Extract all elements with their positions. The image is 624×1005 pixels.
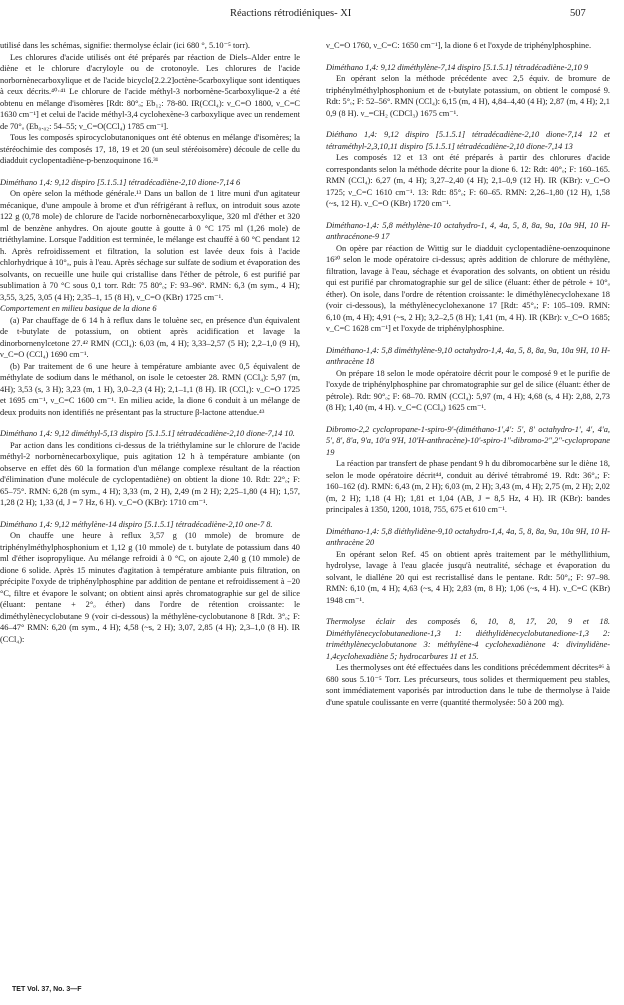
journal-footer: TET Vol. 37, No. 3—F bbox=[12, 986, 82, 993]
body-paragraph: On opère selon la méthode générale.¹³ Dans un ballon de 1 litre muni d'un agitateur mécanique, d'une ampoule à brome et d'un réfrigérant à reflux, on introduit sous azote 122 g (0,78 mole) de chlorure de l'acide norbornènecarboxylique, 320 ml d'éther et 320 ml de benzène anhydres. On ajoute goutte à goutte à 0 °C 175 ml (1,26 mole) de triéthylamine. Lorsque l'addition est terminée, le mélange est chauffé à 60 °C pendant 12 h. Après refroidissement et filtration, la solution est lavée deux fois à l'acide chlorhydrique à 10°ₒ, puis à l'eau. Après séchage sur sulfate de sodium et évaporation des solvants, on recueille une huile qui cristallise dans l'éther de pétrole, 6 est purifié par sublimation à 70 °C sous 0,1 torr. Rdt: 75 80°ₒ; F: 93–96°. RMN: 6,3 (m sym., 4 H); 3,55, 3,25, 3,05 (4 H); 2,35–1, 15 (8 H), ν_C=O (KBr) 1725 cm⁻¹. bbox=[0, 189, 300, 302]
body-paragraph: On opère par réaction de Wittig sur le diadduit cyclopentadiène-oenzoquinone 16³⁰ selon le mode opératoire ci-dessus; après addition de chlorure de méthylène, filtration, lavage à l'eau, séchage et évaporation des solvants, on obtient un résidu qui est purifié par chromatographie sur gel de silice (éluant: éther de pétrole + 10°ₒ éther). On isole, dans l'ordre de rétention croissante: le diméthylènecyclohexane 18 (voir ci-dessous), la méthylènecyclohexanone 17 [Rdt: 45°ₒ; F: 105–109. RMN: 6,10 (m, 4 H); 4,91 (~s, 2 H); 3,2–2,5 (8 H); 1,41 (m, 4 H). IR (KBr): ν_C=O 1685; ν_C=C 1628 cm⁻¹] et l'oxyde de triphénylphosphine. bbox=[326, 243, 610, 333]
left-column bbox=[0, 40, 300, 960]
section-heading: Diméthano 1,4: 9,12 diméthyl-5,13 dispiro [5.1.5.1] tétradécadiène-2,10 dione-7,14 10. bbox=[0, 429, 295, 438]
section-heading: Comportement en milieu basique de la dione 6 bbox=[0, 304, 157, 313]
running-header bbox=[0, 8, 624, 28]
body-paragraph: En opérant selon la méthode précédente avec 2,5 équiv. de bromure de triphénylméthylphosphonium et de t-butylate potassium, on obtient le composé 9. Rdt: 5°ₒ; F: 52–56°. RMN (CCl₄): 6,15 (m, 4 H), 4,84–4,40 (4 H); 2,87 (m, 4 H); 2,1 0,9 (8 H). ν_=CH₂ (CDCl₃) 1675 cm⁻¹. bbox=[326, 74, 610, 118]
running-title: Réactions rétrodiéniques- XI bbox=[230, 8, 352, 19]
section-heading: Diméthano 1,4: 9,12 méthylène-14 dispiro [5.1.5.1] tétradécadiène-2,10 one-7 8. bbox=[0, 519, 273, 529]
right-column bbox=[326, 40, 610, 975]
body-paragraph: ν_C=O 1760, ν_C=C: 1650 cm⁻¹], la dione 6 et l'oxyde de triphénylphosphine. bbox=[326, 41, 592, 50]
body-paragraph: Les composés 12 et 13 ont été préparés à partir des chlorures d'acide correspondants selon la méthode décrite pour la dione 6. 12: Rdt: 40°ₒ; F: 160–165. RMN (CCl₄): 6,27 (m, 4 H); 3,27–2,40 (4 H); 2,1–0,9 (12 H). IR (KBr): ν_C=O 1725; ν_C=C 1610 cm⁻¹. 13: Rdt: 85°ₒ; F: 60–65. RMN: 2,26–1,80 (12 H), 1,58 (~s, 12 H). ν_C=O (KBr) 1720 cm⁻¹. bbox=[326, 153, 610, 208]
body-paragraph: (a) Par chauffage de 6 14 h à reflux dans le toluène sec, en présence d'un équivalent de t-butylate de potassium, on obtient après acidification et lavage la dinorbornenylcetone 27.⁴² RMN (CCl₄): 6,03 (m, 4 H); 3,33–2,57 (5 H); 2,2–1,0 (9 H), ν_C=O (CCl₄) 1690 cm⁻¹. bbox=[0, 315, 300, 359]
body-paragraph: On chauffe une heure à reflux 3,57 g (10 mmole) de bromure de triphénylméthylphosphonium et 1,12 g (10 mmole) de t. butylate de potassium dans 40 ml d'éther isopropylique. Au mélange refroidi à 0 °C, on ajoute 2,40 g (10 mmole) de dione 6 solide. Après 15 minutes d'agitation à température ambiante puis filtration, on précipite l'oxyde de triphénylphosphine par addition de pentane et refroidissement à −20 °C, filtre et évapore le solvant; on obtient ainsi après chromatographie sur gel de silice (éluant: pentane + 2°ₒ éther) dans l'ordre de rétention croissante: le diméthylènecyclobutane 9 (voir ci-dessous) la méthylène-cyclobutanone 8 [Rdt. 3°ₒ; F: 46–47° RMN: 6,20 (m sym., 4 H); 4,58 (~s, 2 H); 3,07, 2,85 (4 H); 2,3–1,0 (8 H). IR (CCl₄): bbox=[0, 531, 300, 644]
section-heading: Diméthano-1,4: 5,8 méthylène-10 octahydro-1, 4, 4a, 5, 8, 8a, 9a, 10a 9H, 10 H-anthracénone-9 17 bbox=[326, 220, 610, 241]
section-heading: Diéthano 1,4: 9,12 dispiro [5.1.5.1] tétradécadiène-2,10 dione-7,14 12 et tétraméthyl-2,3,10,11 dispiro [5.1.5.1] tétradécadiène-2,10 dione-7,14 13 bbox=[326, 130, 610, 151]
body-paragraph: utilisé dans les schémas, signifie: thermolyse éclair (ici 680 °, 5.10⁻⁵ torr). bbox=[0, 41, 251, 50]
section-heading: Diméthano-1,4: 5,8 diméthylène-9,10 octahydro-1,4, 4a, 5, 8, 8a, 9a, 10a 9H, 10 H-anthracène 18 bbox=[326, 345, 610, 366]
body-paragraph: (b) Par traitement de 6 une heure à température ambiante avec 0,5 équivalent de méthylate de sodium dans le méthanol, on isole le cetoester 28. RMN (CCl₄): 5,97 (m, 4H); 3,53 (s, 3 H); 3,23 (m, 1 H), 3,0–2,3 (4 H); 2,1–1,1 (8 H). IR (CCl₄): ν_C=O 1725 et 1695 cm⁻¹, ν_C=C 1600 cm⁻¹. En milieu acide, la dione 6 conduit à un mélange de deux produits non identifiés ne présentant pas la structure β-lactone attendue.⁴³ bbox=[0, 361, 300, 417]
section-heading: Dibromo-2,2 cyclopropane-1-spiro-9'-(diméthano-1',4': 5', 8' octahydro-1', 4', 4'a, 5', 8', 8'a, 9'a, 10'a 9'H, 10'H-anthracène)-10'-spiro-1''-dibromo-2'',2''-cyclopropane 19 bbox=[326, 424, 610, 457]
body-paragraph: Les chlorures d'acide utilisés ont été préparés par réaction de Diels–Alder entre le diène et le chlorure d'acryloyle ou de crotonoyle. Les chlorures de l'acide norbornènecarboxylique et de l'acide bicyclo[2.2.2]octène-5carboxylique sont identiques à ceux décrits.⁴⁰·⁴¹ Le chlorure de l'acide méthyl-3 norbornène-5carboxylique-2 a été obtenu en mélange d'isomères [Rdt: 80°ₒ; Eb₁₂: 78-80. IR(CCl₄): ν_C=O 1800, ν_C=C 1630 cm⁻¹] et celui de l'acide méthyl-3,4 cyclohexène-3 carboxylique avec un rendement de 70°ₒ (Eb₀.₀₂: 54–55; ν_C=O(CCl₄) 1785 cm⁻¹]. bbox=[0, 52, 300, 131]
body-paragraph: Tous les composés spirocyclobutanoniques ont été obtenus en mélange d'isomères; la stéréochimie des composés 17, 18, 19 et 20 (un seul stéréoisomère) découle de celle du diadduit cyclopentadiène-p-benzoquinone 16.³¹ bbox=[0, 133, 300, 165]
section-heading: Diméthano 1,4: 9,12 diméthylène-7,14 dispiro [5.1.5.1] tétradécadiène-2,10 9 bbox=[326, 62, 589, 72]
body-paragraph: Par action dans les conditions ci-dessus de la triéthylamine sur le chlorure de l'acide méthyl-2 norbornènecarboxylique, puis agitation 12 h à température ambiante (on observe en effet dès 60 la formation d'un mélange complexe résultant de la réaction d'élimination d'une molécule de cyclopentadiène) on obtient la dione 10. Rdt: 22°ₒ; F: 65–75°. RMN: 6,28 (m sym., 4 H); 3,33 (m, 2 H), 2,49 (m 2 H); 2,25–1,80 (4 H); 1,57, 1,28 (2 H); 1,33 (d, J = 7 Hz, 6 H). ν_C=O (KBr): 1710 cm⁻¹. bbox=[0, 440, 300, 507]
body-paragraph: La réaction par transfert de phase pendant 9 h du dibromocarbène sur le diène 18, selon le mode opératoire décrit⁴⁴, conduit au dérivé tétrabromé 19. Rdt: 36°ₒ; F: 160–162 (d). RMN: 6,43 (m, 2 H); 6,03 (m, 2 H); 3,43 (m, 4 H); 2,75 (m, 2 H); 2,02 (m, 2 H); 1,18 (4 H); 1,81 et 1,04 (AB, J = 8,5 Hz, 4 H). IR (KBr): bandes principales à 1350, 1200, 1018, 755, 675 et 610 cm⁻¹. bbox=[326, 459, 610, 514]
body-paragraph: Les thermolyses ont été effectuées dans les conditions précédemment décrites⁴⁶ à 680 sous 5.10⁻⁵ Torr. Les précurseurs, tous solides et thermiquement peu stables, sont immédiatement vaporisés par introduction dans le tube de thermolyse à l'aide d'une spatule coulissante en verre (quantité thermolysée: 50 à 200 mg). bbox=[326, 663, 610, 707]
section-heading: Thermolyse éclair des composés 6, 10, 8, 17, 20, 9 et 18. Diméthylènecyclobutanedione-1,3 1: diéthylidènecyclobutanedione-1,3 2: triméthylènecyclobutanone 3: méthylène-4 cyclohexadiènone 4: divinylidène-1,4cyclohexadiène 5; hydrocarbures 11 et 15. bbox=[326, 617, 610, 661]
page-number: 507 bbox=[570, 8, 586, 19]
section-heading: Diméthano 1,4: 9,12 dispiro [5.1.5.1] tétradécadiène-2,10 dione-7,14 6 bbox=[0, 177, 241, 187]
section-heading: Diméthano-1,4: 5,8 diéthylidène-9,10 octahydro-1,4, 4a, 5, 8, 8a, 9a, 10a 9H, 10 H-anthracène 20 bbox=[326, 526, 610, 547]
body-paragraph: En opérant selon Ref. 45 on obtient après traitement par le méthyllithium, hydrolyse, lavage à l'eau glacée jusqu'à neutralité, séchage et évaporation du solvant, le dialléne 20 qui est recristallisé dans le pentane. Rdt: 50°ₒ; F: 97–98. RMN: 6,10 (m, 4 H); 4,63 (~s, 4 H); 2,83 (m, 8 H); 1,06 (~s, 4 H). ν_C=C (KBr) 1948 cm⁻¹. bbox=[326, 549, 610, 605]
body-paragraph: On prépare 18 selon le mode opératoire décrit pour le composé 9 et le purifie de l'oxyde de triphénylphosphine par chromatographie sur gel de silice (éluant: éther de pétrole). Rdt: 90°ₒ; F: 68–70. RMN (CCl₄): 5,97 (m, 4 H); 4,68 (s, 4 H): 2,88, 2,73 (8 H); 1,40 (m, 4 H). ν_C=C (CCl₄) 1625 cm⁻¹. bbox=[326, 368, 610, 412]
